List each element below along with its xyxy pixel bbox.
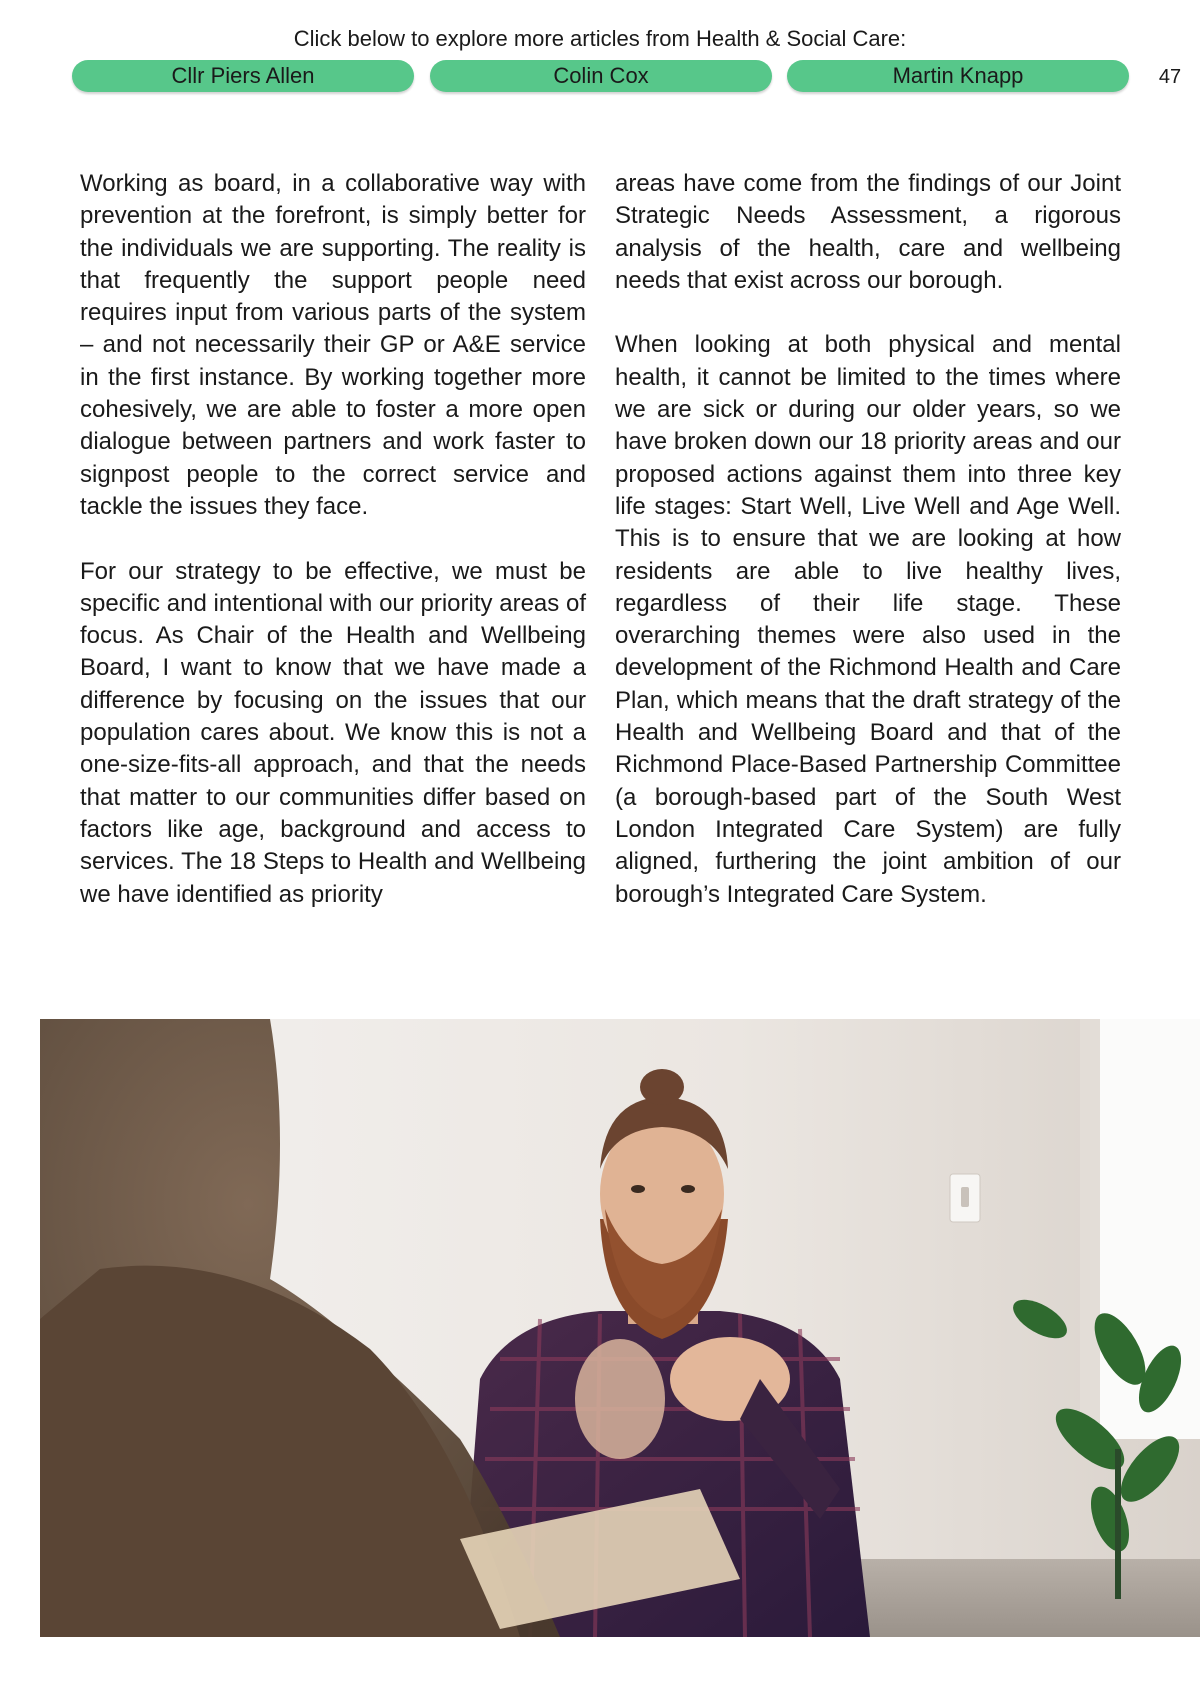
article-link-martin-knapp[interactable]: Martin Knapp [787,60,1129,92]
photo-illustration [40,1019,1200,1637]
paragraph: Working as board, in a collaborative way with prevention at the forefront, is simply better for the individuals we are supporting. The reality is that frequently the support people need requires input from various parts of the system – and not necessarily their GP or A&E service in the first instance. By working together more cohesively, we are able to foster a more open dialogue between partners and work faster to signpost people to the correct service and tackle the issues they face. [80,170,586,520]
article-photo [40,1019,1200,1637]
paragraph: For our strategy to be effective, we must be specific and intentional with our priority areas of focus. As Chair of the Health and Wellbeing Board, I want to know that we have made a difference by focusing on the issues that our population cares about. We know this is not a one-size-fits-all approach, and that the needs that matter to our communities differ based on factors like age, background and access to services. The 18 Steps to Health and Wellbeing we have identified as priority [80,557,586,908]
article-left-column [80,168,586,943]
article-link-piers-allen[interactable]: Cllr Piers Allen [72,60,414,92]
related-articles-nav [72,60,1128,92]
paragraph: When looking at both physical and mental health, it cannot be limited to the times where we are sick or during our older years, so we have broken down our 18 priority areas and our proposed actions against them into three key life stages: Start Well, Live Well and Age Well. This is to ensure that we are looking at how residents are able to live healthy lives, regardless of their life stage. These overarching themes were also used in the development of the Richmond Health and Care Plan, which means that the draft strategy of the Health and Wellbeing Board and that of the Richmond Place-Based Partnership Committee (a borough-based part of the South West London Integrated Care System) are fully aligned, furthering the joint ambition of our borough’s Integrated Care System. [615,331,1121,908]
paragraph: areas have come from the findings of our Joint Strategic Needs Assessment, a rigorous analysis of the health, care and wellbeing needs that exist across our borough. [615,170,1121,294]
article-link-colin-cox[interactable]: Colin Cox [430,60,772,92]
nav-intro-text: Click below to explore more articles from Health & Social Care: [293,26,907,51]
article-right-column [615,168,1121,943]
page-number: 47 [1158,66,1182,88]
